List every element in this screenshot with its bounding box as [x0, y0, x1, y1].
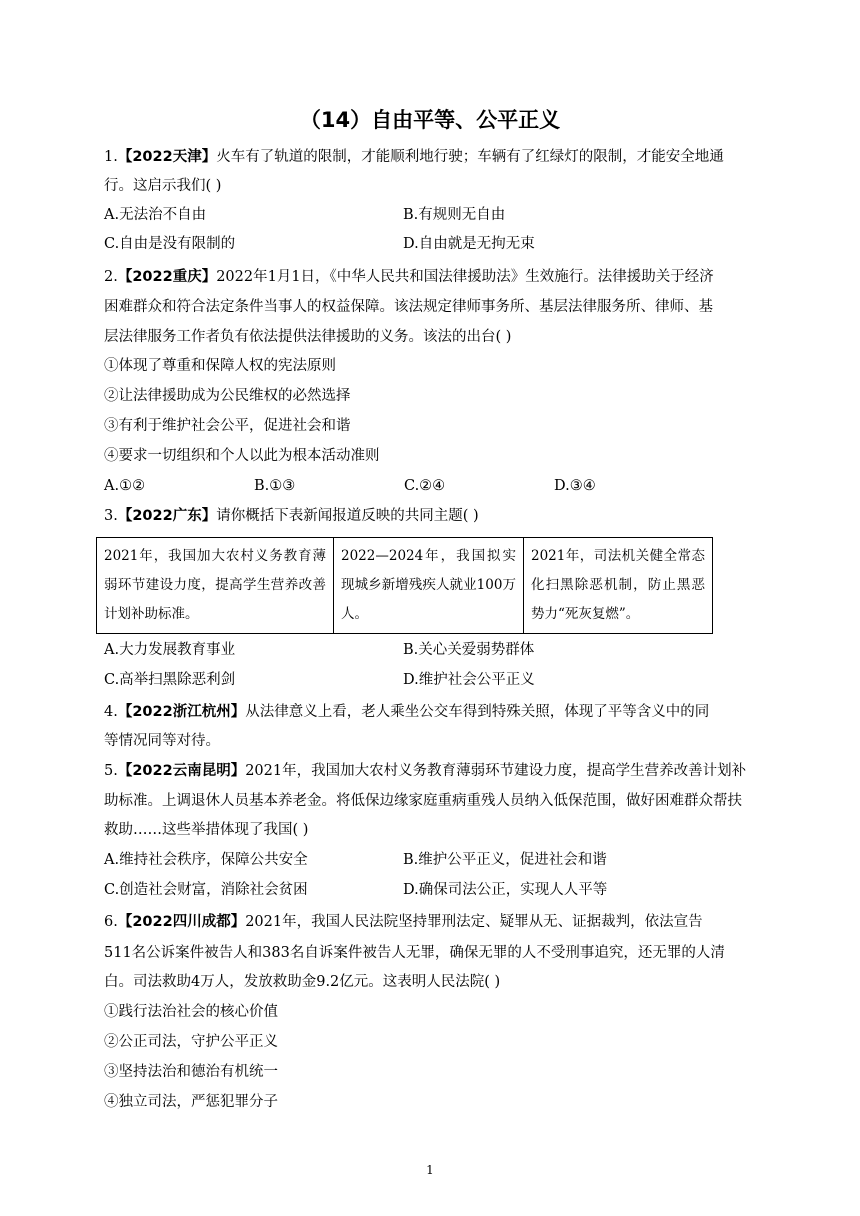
q5-stem-2: 助标准。上调退休人员基本养老金。将低保边缘家庭重病重残人员纳入低保范围，做好困难群众帮扶 — [104, 793, 742, 809]
q2-statement-2: ②让法律援助成为公民维权的必然选择 — [104, 388, 351, 404]
news-cell-education: 2021年，我国加大农村义务教育薄弱环节建设力度，提高学生营养改善计划补助标准。 — [97, 538, 334, 634]
q1-option-a[interactable]: A.无法治不自由 — [104, 207, 207, 223]
q5-option-b[interactable]: B.维护公平正义，促进社会和谐 — [403, 852, 607, 868]
page-number: 1 — [426, 1163, 434, 1177]
q1-option-c[interactable]: C.自由是没有限制的 — [104, 236, 236, 252]
q4-number: 4. — [104, 704, 118, 720]
q6-statement-2: ②公正司法，守护公平正义 — [104, 1034, 278, 1050]
q5-option-d[interactable]: D.确保司法公正，实现人人平等 — [403, 882, 608, 898]
q4-source-tag: 【2022浙江杭州】 — [117, 704, 246, 720]
q5-stem-3: 救助……这些举措体现了我国( ) — [104, 822, 309, 838]
q1-stem-1: 火车有了轨道的限制，才能顺利地行驶；车辆有了红绿灯的限制，才能安全地通 — [216, 149, 724, 165]
q2-line-1 — [104, 262, 714, 292]
q3-option-b[interactable]: B.关心关爱弱势群体 — [403, 642, 535, 658]
q5-stem-1: 2021年，我国加大农村义务教育薄弱环节建设力度，提高学生营养改善计划补 — [245, 763, 747, 779]
q5-source-tag: 【2022云南昆明】 — [117, 763, 246, 779]
q1-option-b[interactable]: B.有规则无自由 — [403, 207, 506, 223]
q2-option-d[interactable]: D.③④ — [554, 478, 596, 494]
q1-number: 1. — [104, 149, 118, 165]
q6-statement-4: ④独立司法，严惩犯罪分子 — [104, 1094, 278, 1110]
q2-statement-3: ③有利于维护社会公平，促进社会和谐 — [104, 418, 351, 434]
page-title: （14）自由平等、公平正义 — [299, 108, 561, 132]
q2-statement-1: ①体现了尊重和保障人权的宪法原则 — [104, 358, 336, 374]
q6-stem-1: 2021年，我国人民法院坚持罪刑法定、疑罪从无、证据裁判，依法宣告 — [245, 914, 703, 930]
q2-stem-1: 2022年1月1日，《中华人民共和国法律援助法》生效施行。法律援助关于经济 — [216, 269, 714, 285]
q3-option-d[interactable]: D.维护社会公平正义 — [403, 672, 535, 688]
q1-stem-2: 行。这启示我们( ) — [104, 178, 222, 194]
news-table — [96, 537, 713, 634]
q2-statement-4: ④要求一切组织和个人以此为根本活动准则 — [104, 448, 380, 464]
q6-stem-3: 白。司法救助4万人，发放救助金9.2亿元。这表明人民法院( ) — [104, 974, 501, 990]
q2-number: 2. — [104, 269, 118, 285]
q4-stem-2: 等情况同等对待。 — [104, 733, 220, 749]
q3-line-1 — [104, 501, 479, 531]
q6-statement-1: ①践行法治社会的核心价值 — [104, 1004, 278, 1020]
q2-stem-2: 困难群众和符合法定条件当事人的权益保障。该法规定律师事务所、基层法律服务所、律师、基 — [104, 299, 713, 315]
q5-option-c[interactable]: C.创造社会财富，消除社会贫困 — [104, 882, 308, 898]
q2-option-c[interactable]: C.②④ — [404, 478, 446, 494]
q3-source-tag: 【2022广东】 — [117, 508, 217, 524]
q2-source-tag: 【2022重庆】 — [117, 269, 217, 285]
q1-option-d[interactable]: D.自由就是无拘无束 — [403, 236, 535, 252]
q4-stem-1: 从法律意义上看，老人乘坐公交车得到特殊关照，体现了平等含义中的同 — [245, 704, 710, 720]
q3-option-c[interactable]: C.高举扫黑除恶利剑 — [104, 672, 236, 688]
q5-line-1 — [104, 756, 746, 786]
q2-option-a[interactable]: A.①② — [104, 478, 146, 494]
q5-number: 5. — [104, 763, 118, 779]
q2-option-b[interactable]: B.①③ — [254, 478, 296, 494]
q1-source-tag: 【2022天津】 — [117, 149, 217, 165]
q6-number: 6. — [104, 914, 118, 930]
q6-statement-3: ③坚持法治和德治有机统一 — [104, 1064, 278, 1080]
q6-stem-2: 511名公诉案件被告人和383名自诉案件被告人无罪，确保无罪的人不受刑事追究，还无罪的人清 — [104, 945, 725, 961]
q3-number: 3. — [104, 508, 118, 524]
q3-stem-1: 请你概括下表新闻报道反映的共同主题( ) — [216, 508, 479, 524]
q6-source-tag: 【2022四川成都】 — [117, 914, 246, 930]
q3-option-a[interactable]: A.大力发展教育事业 — [104, 642, 236, 658]
q5-option-a[interactable]: A.维持社会秩序，保障公共安全 — [104, 852, 308, 868]
news-cell-crime: 2021年，司法机关健全常态化扫黑除恶机制，防止黑恶势力“死灰复燃”。 — [524, 538, 713, 634]
news-cell-employment: 2022—2024年，我国拟实现城乡新增残疾人就业100万人。 — [334, 538, 524, 634]
q1-line-1 — [104, 142, 724, 172]
table-row — [97, 538, 713, 634]
q2-stem-3: 层法律服务工作者负有依法提供法律援助的义务。该法的出台( ) — [104, 329, 512, 345]
q6-line-1 — [104, 907, 703, 937]
q4-line-1 — [104, 697, 709, 727]
